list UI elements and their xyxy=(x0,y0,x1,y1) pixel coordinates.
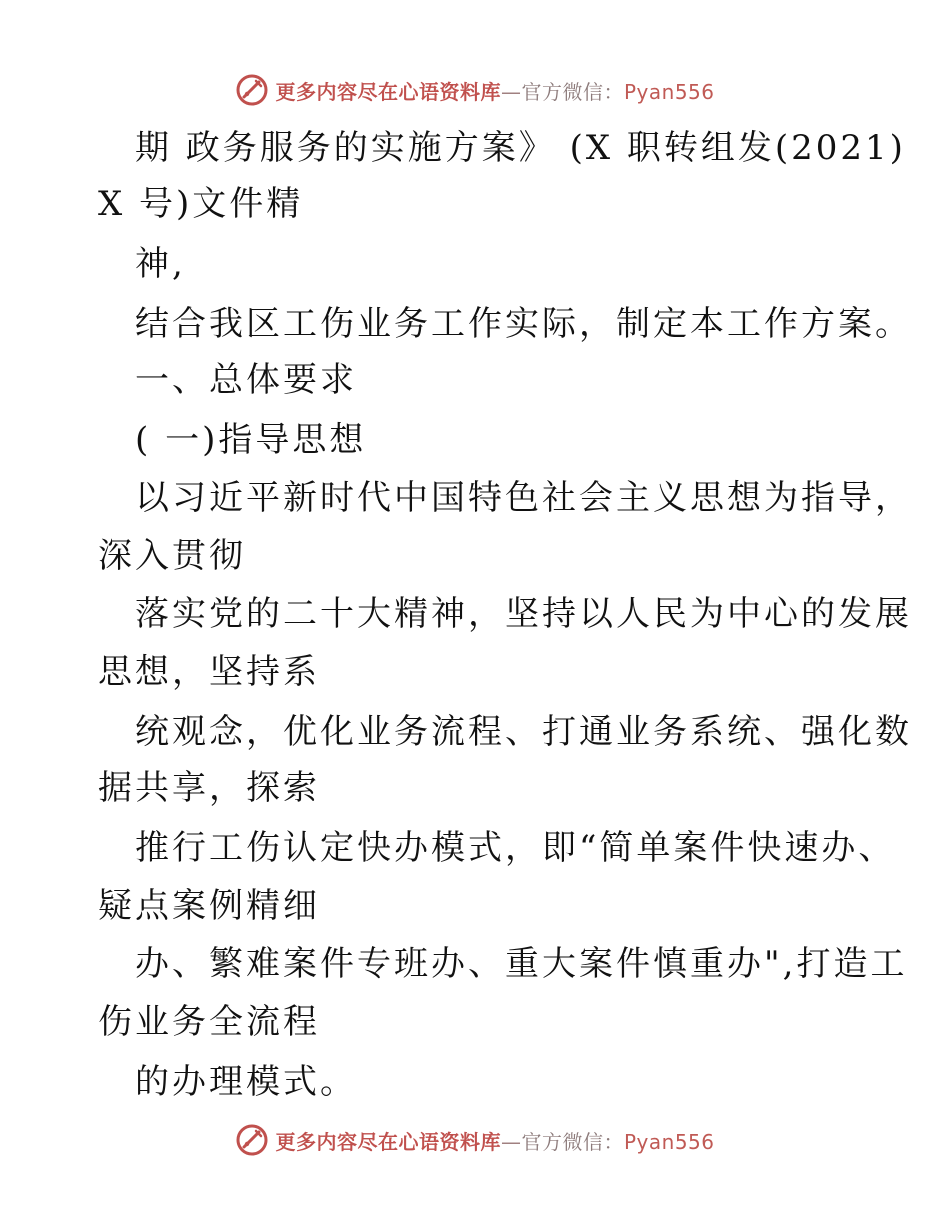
text-line: X 号)文件精 xyxy=(98,184,304,224)
section-heading: 一、总体要求 xyxy=(135,360,357,400)
text-line: 统观念，优化业务流程、打通业务系统、强化数 xyxy=(135,712,912,752)
watermark-footer xyxy=(0,1120,950,1160)
watermark-label: 官方微信： xyxy=(521,79,624,104)
logo-icon xyxy=(235,73,269,107)
text-line: 以习近平新时代中国特色社会主义思想为指导， xyxy=(135,478,912,518)
watermark-dash: — xyxy=(500,79,522,104)
subsection-heading: ( 一)指导思想 xyxy=(135,420,367,460)
logo-icon xyxy=(235,1123,269,1157)
text-line: 结合我区工伤业务工作实际，制定本工作方案。 xyxy=(135,304,912,344)
watermark-header xyxy=(0,70,950,110)
text-line: 推行工伤认定快办模式，即“简单案件快速办、 xyxy=(135,828,896,868)
watermark-site: 更多内容尽在心语资料库 xyxy=(275,1129,501,1154)
watermark-account: Pyan556 xyxy=(623,1129,715,1154)
text-line: 的办理模式。 xyxy=(135,1062,357,1102)
text-line: 疑点案例精细 xyxy=(98,886,320,926)
text-line: 据共享，探索 xyxy=(98,768,320,808)
watermark-account: Pyan556 xyxy=(623,79,715,104)
watermark-text xyxy=(275,1126,714,1155)
text-line: 办、繁难案件专班办、重大案件慎重办",打造工 xyxy=(135,944,908,984)
text-line: 神, xyxy=(135,244,186,284)
watermark-site: 更多内容尽在心语资料库 xyxy=(275,79,501,104)
text-line: 期 政务服务的实施方案》 (X 职转组发(2021) xyxy=(135,128,906,168)
watermark-text xyxy=(275,76,714,105)
text-line: 深入贯彻 xyxy=(98,536,246,576)
text-line: 思想，坚持系 xyxy=(98,652,320,692)
watermark-label: 官方微信： xyxy=(521,1129,624,1154)
text-line: 伤业务全流程 xyxy=(98,1002,320,1042)
watermark-dash: — xyxy=(500,1129,522,1154)
text-line: 落实党的二十大精神，坚持以人民为中心的发展 xyxy=(135,594,912,634)
